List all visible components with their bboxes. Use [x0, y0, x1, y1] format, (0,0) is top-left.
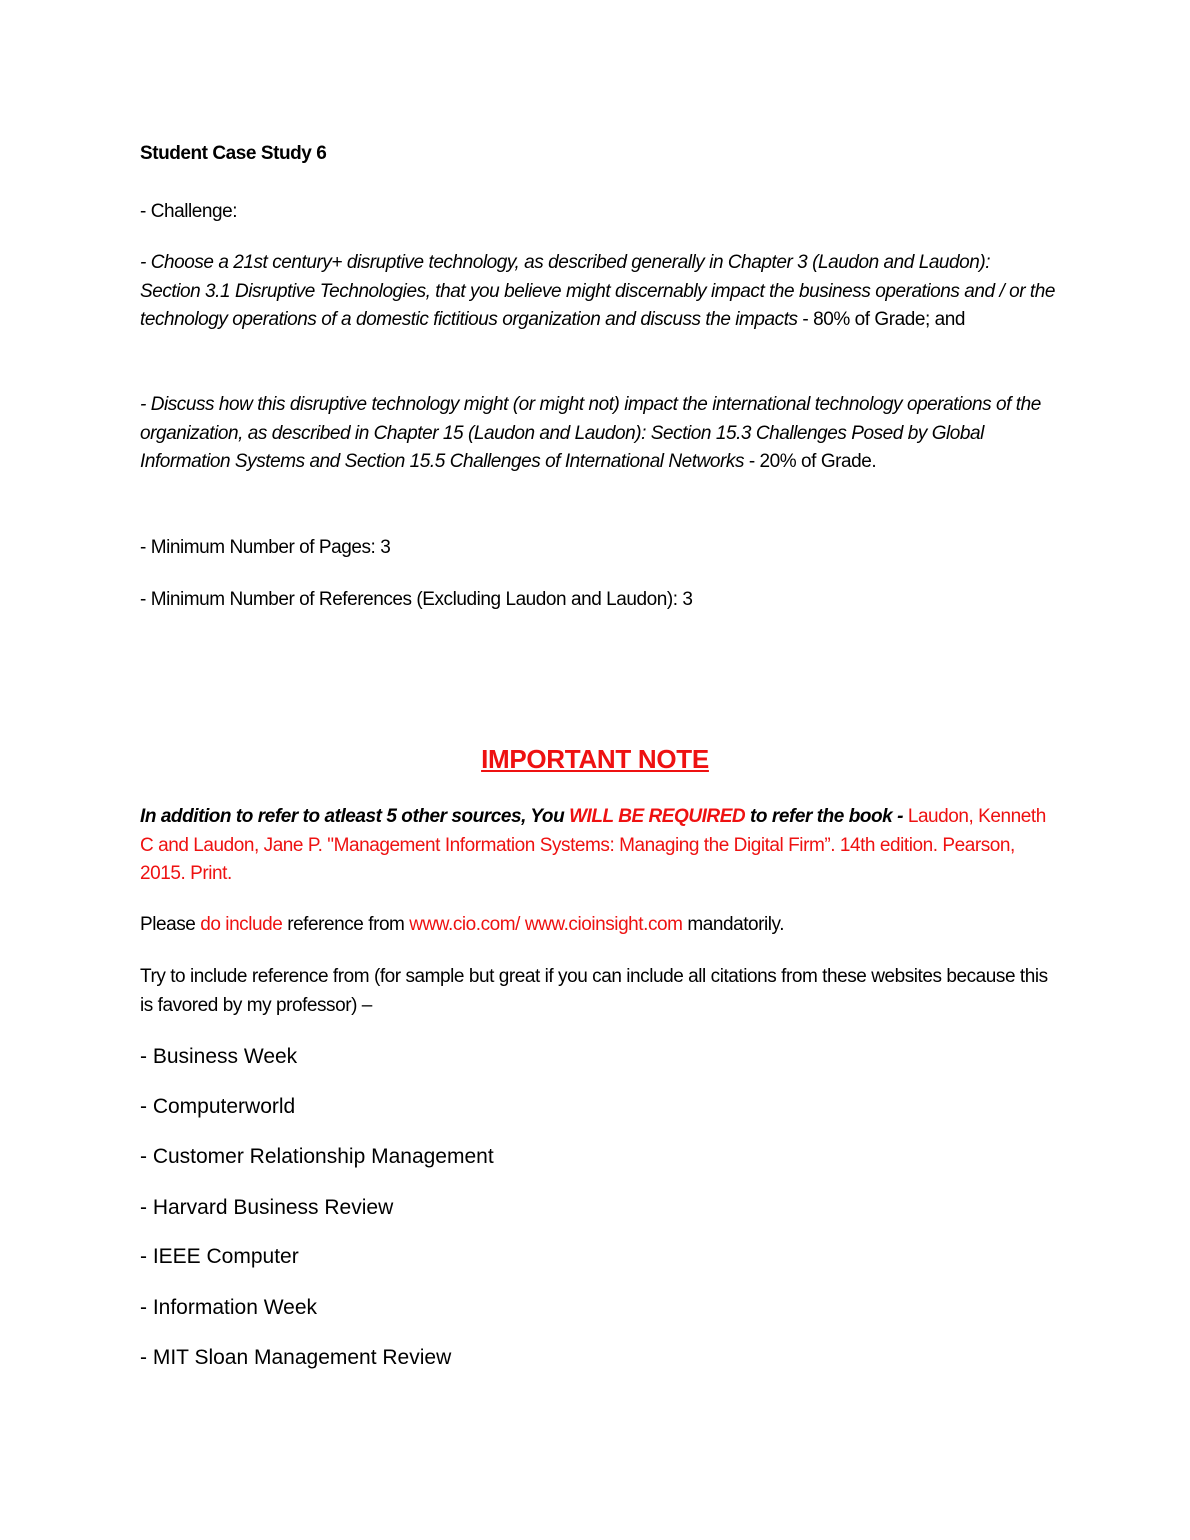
source-item: - Information Week	[140, 1296, 318, 1319]
source-item: - IEEE Computer	[140, 1245, 299, 1268]
websites-link: www.cio.com/ www.cioinsight.com	[409, 914, 683, 935]
note-required: WILL BE REQUIRED	[569, 806, 746, 827]
do-include-text: do include	[200, 914, 283, 935]
min-pages: - Minimum Number of Pages: 3	[140, 537, 391, 558]
important-note-heading: IMPORTANT NOTE	[481, 744, 709, 774]
source-item: - Customer Relationship Management	[140, 1145, 494, 1168]
book-citation: Laudon, Kenneth C and Laudon, Jane P. "Management Information Systems: Managing the Digital Firm”. 14th edition. Pearson, 2015. Print.	[140, 806, 1046, 885]
requirement-1-weight: - 80% of Grade; and	[797, 309, 965, 331]
source-item: - MIT Sloan Management Review	[140, 1346, 452, 1369]
note-intro: In addition to refer to atleast 5 other sources, You	[140, 806, 570, 827]
requirement-2	[140, 391, 1055, 477]
source-item: - Business Week	[140, 1045, 298, 1068]
note-paragraph	[140, 803, 1055, 889]
requirement-2-weight: - 20% of Grade.	[744, 451, 877, 473]
source-item: - Harvard Business Review	[140, 1196, 394, 1219]
please-paragraph	[140, 911, 1055, 940]
min-references: - Minimum Number of References (Excluding Laudon and Laudon): 3	[140, 589, 693, 610]
requirement-1	[140, 249, 1055, 335]
document-title: Student Case Study 6	[140, 143, 327, 164]
source-item: - Computerworld	[140, 1095, 296, 1118]
reference-from-text: reference from	[282, 914, 410, 935]
challenge-label: - Challenge:	[140, 201, 238, 222]
requirement-1-text: - Choose a 21st century+ disruptive technology, as described generally in Chapter 3 (Laudon and Laudon): Section 3.1 Disruptive Technologies, that you believe might discernably impact the business operations and / or the technology operations of a domestic fictitious organization and discuss the impacts	[140, 252, 1055, 331]
mandatorily-text: mandatorily.	[682, 914, 785, 935]
please-text: Please	[140, 914, 201, 935]
requirement-2-text: - Discuss how this disruptive technology might (or might not) impact the international technology operations of the organization, as described in Chapter 15 (Laudon and Laudon): Section 15.3 Challenges Posed by Global Information Systems and Section 15.5 Challenges of International Networks	[140, 394, 1041, 473]
try-paragraph: Try to include reference from (for sample but great if you can include all citations from these websites because this is favored by my professor) –	[140, 966, 1048, 1016]
note-book-intro: to refer the book -	[745, 806, 908, 827]
